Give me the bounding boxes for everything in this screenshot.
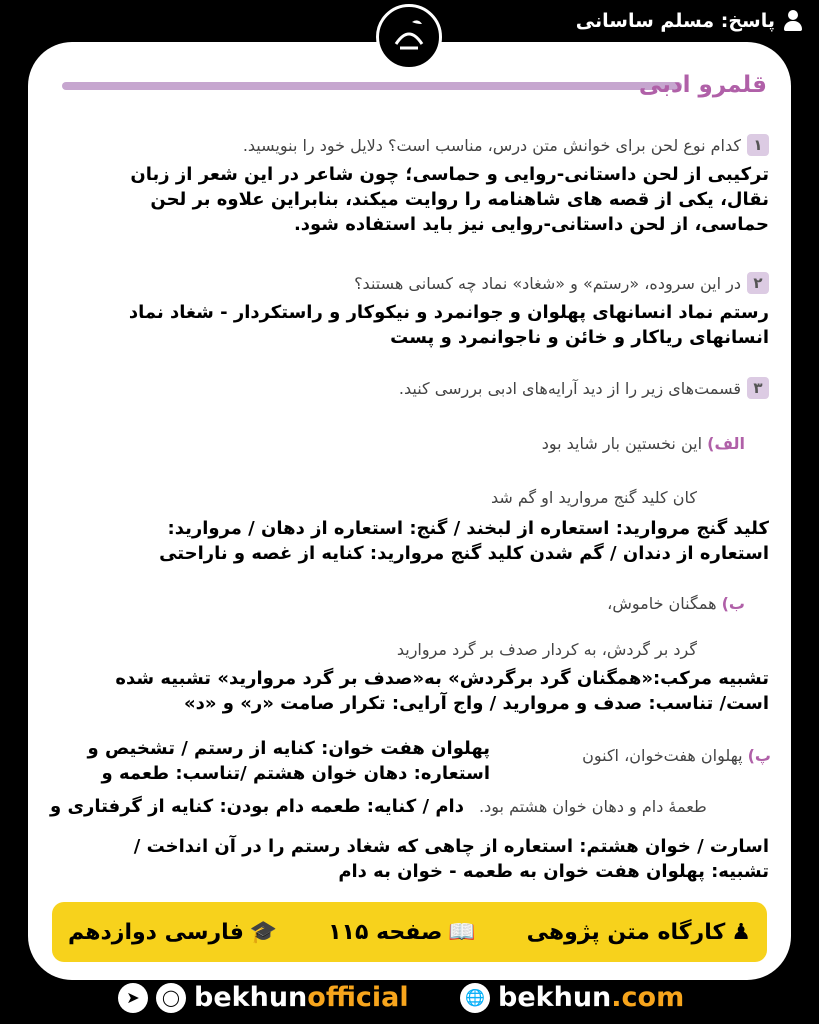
user-icon <box>783 10 803 32</box>
verse-p-2: طعمهٔ دام و دهان خوان هشتم بود. <box>479 797 707 816</box>
question-3 <box>399 377 769 399</box>
part-label: الف) <box>707 434 745 453</box>
footer-book-text: فارسی دوازدهم <box>68 919 244 945</box>
answer-line: حماسی، از لحن داستانی-روایی نیز باید استفاده شود. <box>293 214 769 235</box>
author-label <box>576 10 803 32</box>
handle-suffix: official <box>307 982 409 1013</box>
website-text <box>498 982 684 1013</box>
answer-line: کلید گنج مروارید: استعاره از لبخند / گنج: استعاره از دهان / مروارید: <box>167 518 769 539</box>
question-text: قسمت‌های زیر را از دید آرایه‌های ادبی بررسی کنید. <box>398 378 741 398</box>
answer-line: پهلوان هفت خوان: کنایه از رستم / تشخیص و <box>87 738 490 759</box>
answer-line: استعاره از دندان / گم شدن کلید گنج مروارید: کنایه از غصه و ناراحتی <box>159 543 769 564</box>
question-number: ۳ <box>747 377 769 399</box>
telegram-icon: ➤ <box>118 983 148 1013</box>
footer-book <box>68 920 277 945</box>
answer-line: تشبیه مرکب:«همگنان گرد برگردش» به«صدف بر گرد مروارید» تشبیه شده <box>115 668 769 689</box>
website-link[interactable] <box>460 982 684 1013</box>
question-1 <box>243 134 769 156</box>
question-2 <box>354 272 769 294</box>
bekhun-logo <box>376 4 442 70</box>
part-label: ب) <box>721 594 745 613</box>
teacher-icon: ♟ <box>731 919 751 945</box>
footer-page <box>328 920 476 945</box>
content-card <box>28 42 791 980</box>
section-bar <box>62 82 682 90</box>
answer-2 <box>49 300 769 350</box>
answer-3b <box>39 666 769 716</box>
book-open-icon: 📖 <box>448 919 476 945</box>
answer-line: انسانهای ریاکار و خائن و ناجوانمرد و پست <box>390 327 769 348</box>
footer-page-text: صفحه ۱۱۵ <box>328 919 443 945</box>
answer-line: استعاره: دهان خوان هشتم /تناسب: طعمه و <box>101 763 490 784</box>
verse-text: همگنان خاموش، <box>607 594 717 613</box>
section-title: قلمرو ادبی <box>638 72 767 98</box>
verse-a-2: کان کلید گنج مروارید او گم شد <box>490 488 697 507</box>
answer-line: است/ تناسب: صدف و مروارید / واج آرایی: تکرار صامت «ر» و «د» <box>183 693 769 714</box>
answer-3p-line3 <box>50 794 770 819</box>
logo-mark <box>386 14 432 60</box>
handle-prefix: bekhun <box>194 982 308 1013</box>
site-prefix: bekhun <box>498 982 612 1013</box>
footer-workshop-text: کارگاه متن پژوهی <box>526 919 726 945</box>
answer-line: ترکیبی از لحن داستانی-روایی و حماسی؛ چون شاعر در این شعر از زبان <box>130 164 769 185</box>
social-handle[interactable] <box>118 982 409 1013</box>
social-handle-text <box>194 982 409 1013</box>
footer-workshop <box>527 920 751 945</box>
verse-a-1 <box>542 434 745 453</box>
site-suffix: .com <box>611 982 685 1013</box>
question-number: ۱ <box>747 134 769 156</box>
answer-3p-side <box>50 736 490 786</box>
social-bar <box>0 982 819 1020</box>
answer-line: تشبیه: پهلوان هفت خوان به طعمه - خوان به دام <box>338 861 769 882</box>
author-text: پاسخ: مسلم ساسانی <box>575 10 775 32</box>
graduation-cap-icon: 🎓 <box>249 919 278 945</box>
part-label: پ) <box>747 746 771 765</box>
verse-text: پهلوان هفت‌خوان، اکنون <box>582 746 743 765</box>
verse-b-2: گرد بر گردش، به کردار صدف بر گرد مروارید <box>396 640 697 659</box>
question-text: در این سروده، «رستم» و «شغاد» نماد چه کسانی هستند؟ <box>354 273 741 293</box>
instagram-icon: ◯ <box>156 983 186 1013</box>
question-number: ۲ <box>747 272 769 294</box>
verse-b-1 <box>607 594 745 613</box>
verse-text: این نخستین بار شاید بود <box>541 434 703 453</box>
globe-icon: 🌐 <box>460 983 490 1013</box>
footer-bar <box>52 902 767 962</box>
answer-3p <box>49 834 769 884</box>
answer-3a <box>49 516 769 566</box>
answer-line: دام / کنایه: طعمه دام بودن: کنایه از گرفتاری و <box>50 796 464 817</box>
verse-p-1 <box>582 746 771 765</box>
answer-1 <box>49 162 769 237</box>
answer-line: نقال، یکی از قصه های شاهنامه را روایت میکند، بنابراین علاوه بر لحن <box>150 189 769 210</box>
question-text: کدام نوع لحن برای خوانش متن درس، مناسب است؟ دلایل خود را بنویسید. <box>242 135 741 155</box>
answer-line: رستم نماد انسانهای پهلوان و جوانمرد و نیکوکار و راستکردار - شغاد نماد <box>128 302 769 323</box>
answer-line: اسارت / خوان هشتم: استعاره از چاهی که شغاد رستم را در آن انداخت / <box>133 836 769 857</box>
